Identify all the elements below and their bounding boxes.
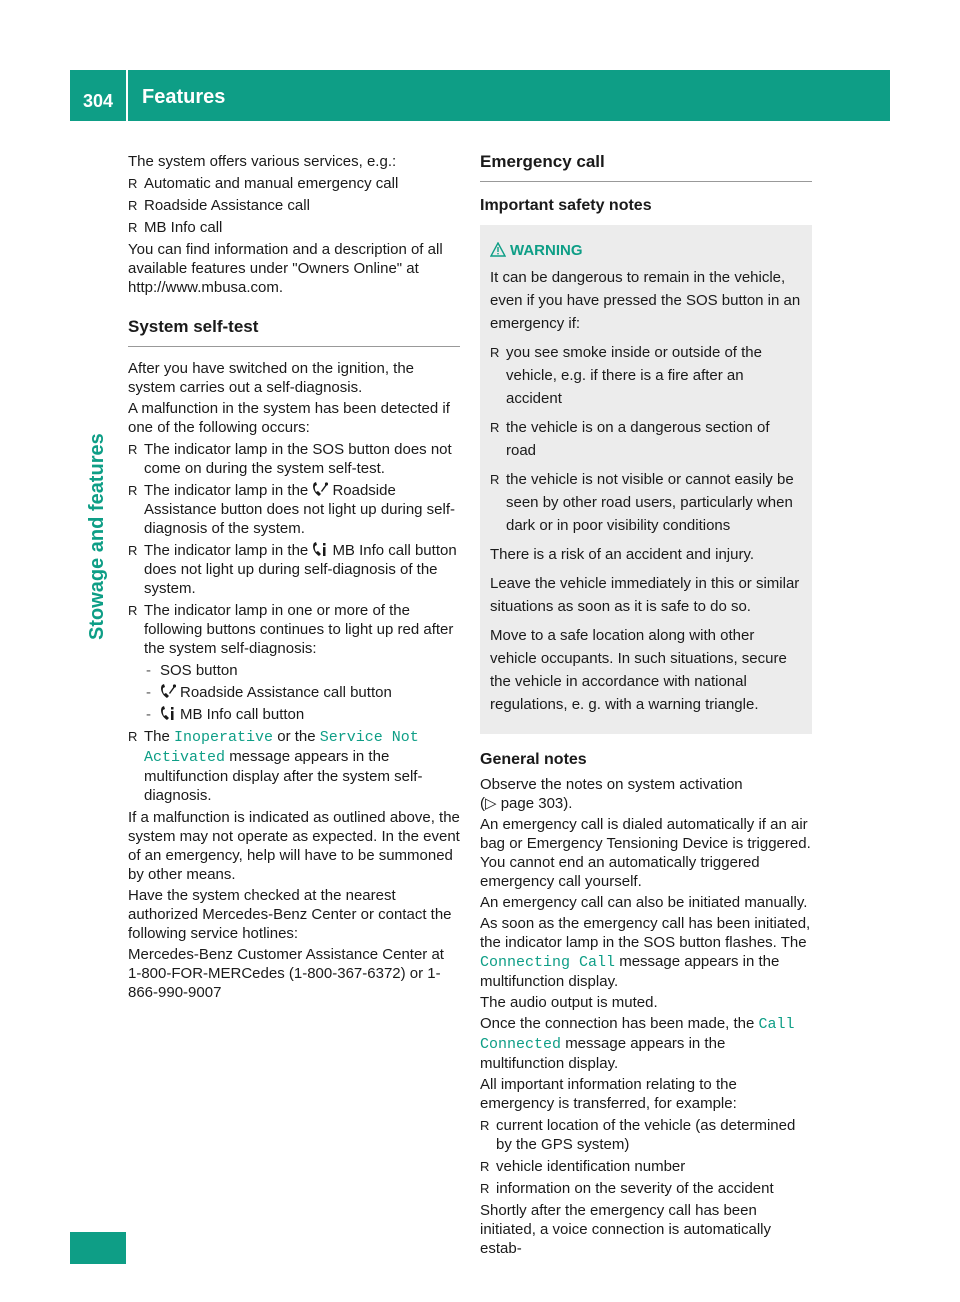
list-item: R information on the severity of the accident: [480, 1179, 812, 1198]
sub-list-item-text: MB Info call button: [180, 706, 305, 723]
display-message-connecting-call: Connecting Call: [480, 954, 616, 971]
service-check-paragraph: Have the system checked at the nearest authorized Mercedes-Benz Center or contact the following service hotlines:: [128, 887, 452, 942]
warning-title: [490, 239, 802, 262]
list-item-text: message appears in the multifunction display after the system self-diagnosis.: [144, 748, 423, 804]
self-test-paragraph: After you have switched on the ignition, the system carries out a self-diagnosis.: [128, 360, 415, 396]
phone-wrench-icon: [160, 684, 176, 699]
connected-paragraph: [480, 1014, 812, 1073]
list-item-text: or the: [277, 728, 316, 745]
phone-info-icon: [160, 706, 176, 721]
list-item: [128, 541, 460, 598]
phone-wrench-icon: [312, 482, 328, 497]
sub-list-item: - SOS button: [128, 661, 460, 680]
list-item: R current location of the vehicle (as determined by the GPS system): [480, 1116, 812, 1154]
list-item: [128, 481, 460, 538]
automatic-call-paragraph: An emergency call is dialed automatically if an air bag or Emergency Tensioning Device is triggered. You cannot end an automatically triggered emergency call yourself.: [480, 816, 811, 890]
list-item-text: The indicator lamp in the: [144, 482, 309, 499]
right-column: [480, 152, 812, 1260]
list-item: R The indicator lamp in the SOS button does not come on during the system self-test.: [128, 440, 460, 478]
list-item: R you see smoke inside or outside of the vehicle, e.g. if there is a fire after an accident: [490, 341, 802, 410]
page-reference-link[interactable]: (▷ page 303).: [480, 795, 573, 812]
section-title: Features: [142, 86, 226, 108]
paragraph-text: As soon as the emergency call has been initiated, the indicator lamp in the SOS button flashes. The: [480, 915, 811, 951]
list-item: R Automatic and manual emergency call: [128, 174, 460, 193]
malfunction-paragraph: If a malfunction is indicated as outlined above, the system may not operate as expected. In the event of an emergency, help will have to be summoned by other means.: [128, 809, 460, 883]
audio-muted-paragraph: The audio output is muted.: [480, 994, 658, 1011]
list-item: [128, 727, 460, 805]
warning-box: [480, 225, 812, 734]
list-item: R the vehicle is not visible or cannot easily be seen by other road users, particularly when dark or in poor visibility conditions: [490, 468, 802, 537]
list-item-text: The: [144, 728, 170, 745]
warning-paragraph: It can be dangerous to remain in the vehicle, even if you have pressed the SOS button in an emergency if:: [490, 269, 801, 332]
warning-label: WARNING: [510, 242, 583, 259]
safety-notes-heading: Important safety notes: [480, 197, 652, 214]
paragraph-text: Once the connection has been made, the: [480, 1015, 755, 1032]
warning-paragraph: There is a risk of an accident and injury.: [490, 546, 755, 563]
more-info-paragraph: You can find information and a description of all available features under "Owners Online" at http://www.mbusa.com.: [128, 241, 443, 296]
phone-info-icon: [312, 542, 328, 557]
list-item: R Roadside Assistance call: [128, 196, 460, 215]
display-message-call-connected: Call Connected: [480, 1016, 795, 1053]
list-item: R MB Info call: [128, 218, 460, 237]
side-tab-marker: [70, 1232, 126, 1264]
page-number: 304: [82, 91, 114, 111]
general-notes-heading: General notes: [480, 751, 587, 768]
left-column: [128, 152, 460, 1004]
hotline-paragraph: Mercedes-Benz Customer Assistance Center at 1-800-FOR-MERCedes (1-800-367-6372) or 1-866-990-9007: [128, 946, 444, 1001]
list-item-text: MB Info call button does not light up during self-diagnosis of the system.: [144, 542, 457, 597]
paragraph-text: message appears in the multifunction display.: [480, 953, 780, 990]
warning-paragraph: Move to a safe location along with other vehicle occupants. In such situations, secure the vehicle in accordance with national regulations, e. g. with a warning triangle.: [490, 627, 787, 713]
initiated-call-paragraph: [480, 914, 812, 991]
header-divider: [126, 70, 128, 121]
sub-list-item: [128, 683, 460, 702]
paragraph-text: message appears in the multifunction display.: [480, 1035, 726, 1072]
display-message-inoperative: Inoperative: [174, 729, 274, 746]
list-item: R The indicator lamp in one or more of the following buttons continues to light up red after the system self-diagnosis:: [128, 601, 460, 658]
warning-paragraph: Leave the vehicle immediately in this or similar situations as soon as it is safe to do so.: [490, 575, 800, 615]
sub-list-item: [128, 705, 460, 724]
emergency-call-heading: Emergency call: [480, 152, 812, 182]
paragraph-text: Observe the notes on system activation: [480, 776, 743, 793]
self-test-heading: System self-test: [128, 317, 460, 347]
malfunction-condition-paragraph: A malfunction in the system has been detected if one of the following occurs:: [128, 400, 450, 436]
list-item-text: Roadside Assistance button does not light up during self-diagnosis of the system.: [144, 482, 456, 537]
services-intro: The system offers various services, e.g.:: [128, 153, 397, 170]
list-item: R the vehicle is on a dangerous section of road: [490, 416, 802, 462]
display-message-service-not-activated: Service Not Activated: [144, 729, 419, 766]
voice-connection-paragraph: Shortly after the emergency call has been initiated, a voice connection is automatically estab-: [480, 1202, 771, 1257]
sub-list-item-text: Roadside Assistance call button: [180, 684, 392, 701]
list-item: R vehicle identification number: [480, 1157, 812, 1176]
side-tab-label: Stowage and features: [86, 433, 108, 640]
transferred-info-paragraph: All important information relating to the emergency is transferred, for example:: [480, 1076, 737, 1112]
list-item-text: The indicator lamp in the: [144, 542, 309, 559]
warning-triangle-icon: [490, 242, 506, 257]
activation-notes-paragraph: [480, 775, 812, 813]
manual-call-paragraph: An emergency call can also be initiated manually.: [480, 894, 808, 911]
